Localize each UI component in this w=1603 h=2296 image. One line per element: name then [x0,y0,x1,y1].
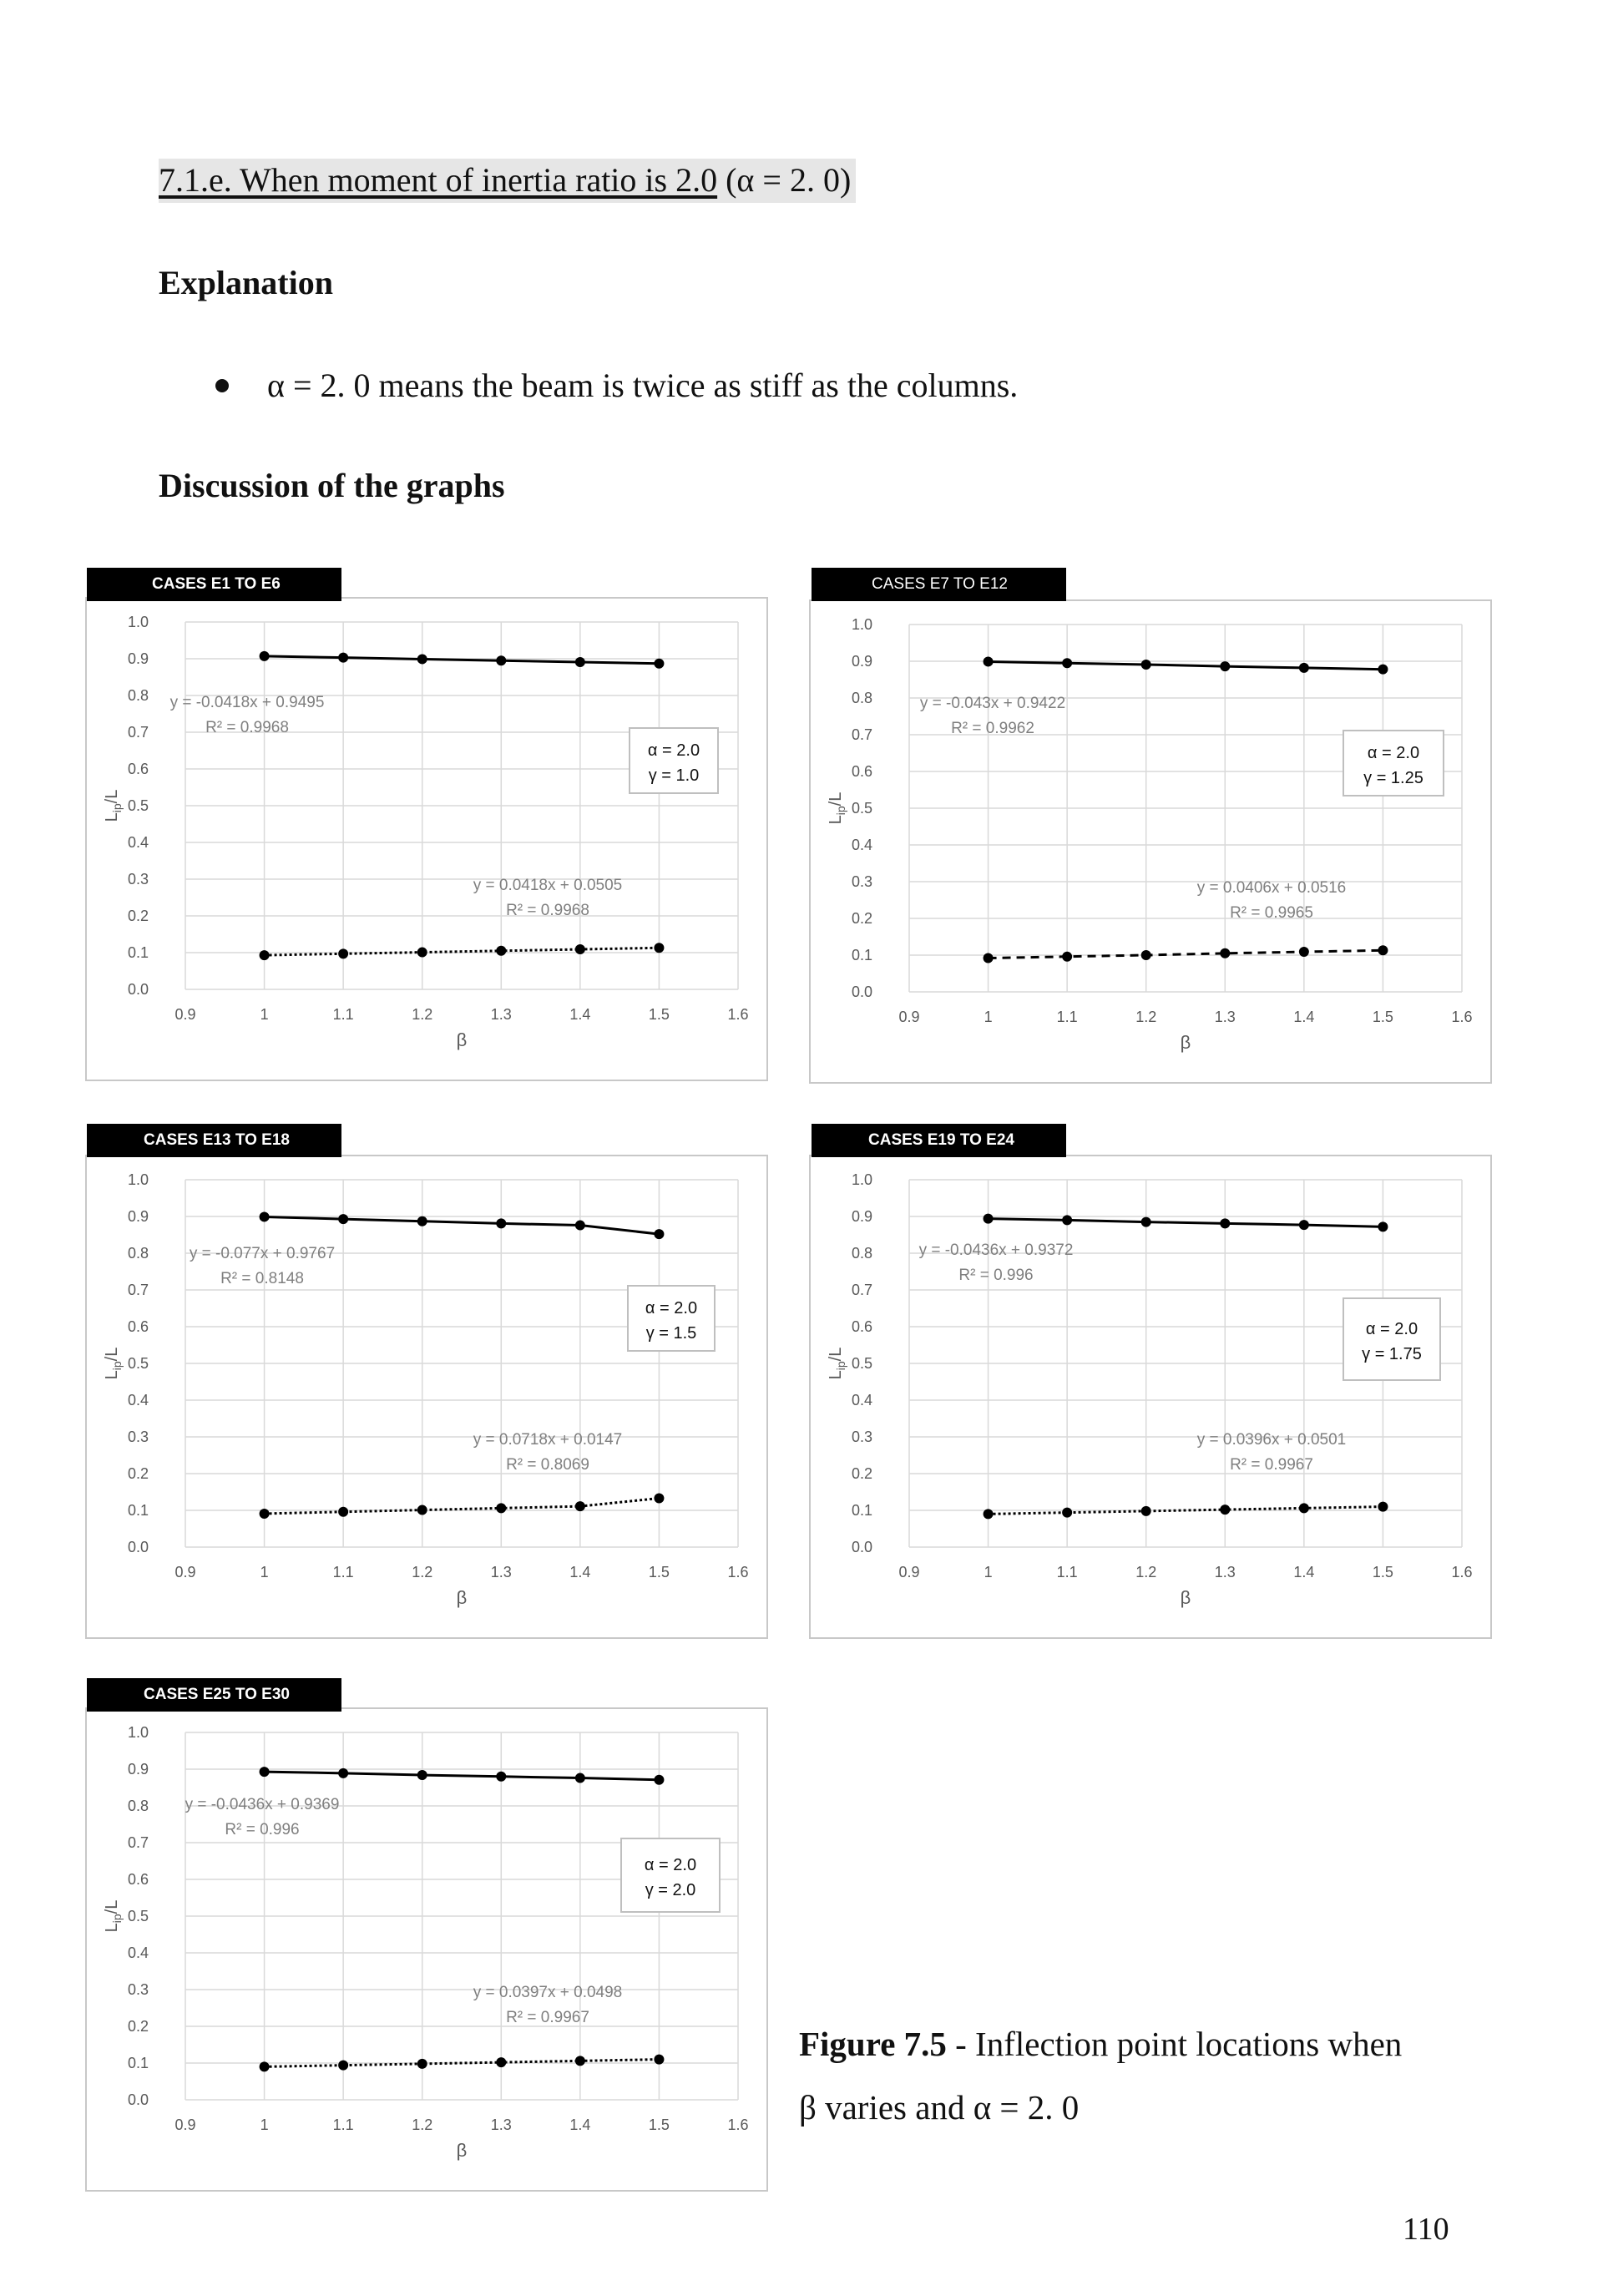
y-tick-label: 0.9 [127,1761,149,1778]
bullet-item [215,366,1018,405]
series-1-point [1378,1221,1388,1231]
parameter-label: γ = 1.0 [648,766,700,785]
x-tick-label: 1.2 [412,1564,433,1580]
y-tick-label: 0.1 [851,1502,872,1519]
series-1-r-squared: R² = 0.996 [225,1821,300,1838]
x-tick-label: 0.9 [174,2116,196,2133]
x-tick-label: 1.2 [1135,1009,1157,1025]
y-tick-label: 0.7 [127,724,149,741]
y-tick-label: 0.5 [127,1355,149,1372]
series-1-point [417,1216,427,1226]
series-1-point [575,1773,585,1783]
y-tick-label: 0.0 [127,1539,149,1555]
figure-label: Figure 7.5 [799,2025,947,2063]
series-1-point [654,1775,664,1785]
chart-e19-e24 [811,1156,1494,1641]
series-1-point [496,1218,506,1228]
y-tick-label: 0.7 [851,726,872,743]
y-tick-label: 0.3 [851,1429,872,1445]
series-2-point [496,946,506,956]
y-tick-label: 1.0 [851,616,872,633]
x-axis-title: β [1180,1587,1191,1608]
y-tick-label: 0.1 [127,1502,149,1519]
y-tick-label: 0.9 [851,1208,872,1225]
page-number: 110 [1403,2212,1449,2247]
discussion-heading: Discussion of the graphs [159,467,505,504]
series-1-trendline [989,661,1383,669]
y-tick-label: 0.5 [127,797,149,814]
parameter-label: α = 2.0 [644,1856,697,1874]
x-tick-label: 1.2 [1135,1564,1157,1580]
series-1-point [984,656,994,666]
x-tick-label: 1.5 [1372,1564,1393,1580]
x-tick-label: 1.1 [332,1564,354,1580]
series-1-point [1220,1218,1230,1228]
x-tick-label: 1.1 [1056,1009,1078,1025]
parameter-label: γ = 1.5 [645,1324,697,1343]
section-heading [159,159,856,203]
y-tick-label: 0.4 [851,837,872,853]
series-2-r-squared: R² = 0.9968 [506,902,589,919]
y-tick-label: 0.1 [127,2055,149,2071]
series-2-point [260,950,270,960]
x-tick-label: 0.9 [898,1009,920,1025]
series-2-point [260,1509,270,1519]
y-tick-label: 0.3 [127,1429,149,1445]
x-tick-label: 1.6 [727,1006,749,1023]
chart-tag-e7-e12: CASES E7 TO E12 [812,568,1066,601]
series-1-point [338,1214,348,1224]
parameter-box [1343,1298,1440,1380]
x-tick-label: 1.1 [332,1006,354,1023]
series-1-point [654,659,664,669]
series-2-point [260,2061,270,2071]
series-1-point [654,1229,664,1239]
section-heading-alpha: (α = 2. 0) [717,161,852,199]
x-axis-title: β [456,1587,468,1608]
y-tick-label: 0.2 [127,1465,149,1482]
x-tick-label: 0.9 [898,1564,920,1580]
y-axis-title: $L_{ip}/L$ [103,1899,124,1933]
series-1-point [338,653,348,663]
series-1-point [1141,1217,1151,1227]
x-tick-label: 1.3 [1214,1009,1236,1025]
parameter-label: α = 2.0 [1365,1320,1418,1338]
y-tick-label: 0.6 [851,1318,872,1335]
x-tick-label: 1.6 [727,1564,749,1580]
y-tick-label: 0.4 [127,834,149,851]
x-tick-label: 0.9 [174,1564,196,1580]
y-tick-label: 0.6 [127,1871,149,1888]
y-tick-label: 0.6 [851,763,872,780]
y-tick-label: 0.8 [127,1798,149,1814]
x-tick-label: 1.6 [1451,1564,1473,1580]
series-1-point [260,651,270,661]
x-tick-label: 1.3 [1214,1564,1236,1580]
x-axis-title: β [1180,1032,1191,1053]
series-2-point [1299,1503,1309,1513]
series-2-point [1378,945,1388,955]
chart-tag-e25-e30: CASES E25 TO E30 [87,1678,341,1712]
y-tick-label: 1.0 [127,614,149,630]
series-1-point [338,1768,348,1778]
series-1-r-squared: R² = 0.9962 [951,720,1034,737]
series-2-point [417,2059,427,2069]
series-2-point [575,1501,585,1511]
series-2-r-squared: R² = 0.8069 [506,1456,589,1474]
series-2-point [1062,1508,1072,1518]
x-tick-label: 1.3 [490,1564,512,1580]
series-2-point [338,2061,348,2071]
y-tick-label: 0.3 [851,873,872,890]
series-1-point [496,1772,506,1782]
x-tick-label: 1.5 [648,1564,670,1580]
series-1-r-squared: R² = 0.996 [958,1267,1034,1284]
y-tick-label: 0.8 [851,1245,872,1262]
series-2-point [654,1493,664,1503]
x-tick-label: 0.9 [174,1006,196,1023]
series-1-point [984,1214,994,1224]
y-tick-label: 0.5 [851,1355,872,1372]
x-tick-label: 1 [260,1564,269,1580]
series-2-point [496,2057,506,2067]
series-1-equation: y = -0.0418x + 0.9495 [169,694,325,711]
series-1-equation: y = -0.0436x + 0.9372 [918,1242,1074,1259]
x-tick-label: 1.3 [490,2116,512,2133]
figure-caption-line1: - Inflection point locations when [946,2025,1403,2063]
series-1-point [1378,665,1388,675]
series-1-point [1299,1220,1309,1230]
chart-tag-e13-e18: CASES E13 TO E18 [87,1124,341,1157]
parameter-label: γ = 1.75 [1362,1345,1422,1363]
x-tick-label: 1.4 [569,2116,591,2133]
series-1-equation: y = -0.077x + 0.9767 [189,1245,336,1262]
parameter-label: α = 2.0 [647,741,700,760]
y-axis-title: $L_{ip}/L$ [827,1347,847,1380]
x-tick-label: 1.1 [1056,1564,1078,1580]
y-tick-label: 0.6 [127,1318,149,1335]
series-1-point [1062,658,1072,668]
figure-caption-line2: β varies and α = 2. 0 [799,2088,1080,2127]
y-tick-label: 0.4 [127,1945,149,1961]
series-2-point [1299,947,1309,957]
bullet-dot-icon [215,379,229,392]
chart-tag-e19-e24: CASES E19 TO E24 [812,1124,1066,1157]
y-tick-label: 0.5 [851,800,872,817]
y-tick-label: 1.0 [127,1171,149,1188]
y-tick-label: 0.8 [127,687,149,704]
series-2-equation: y = 0.0718x + 0.0147 [473,1431,623,1449]
y-axis-title: $L_{ip}/L$ [103,1347,124,1380]
series-2-point [654,2055,664,2065]
series-1-trendline [265,1216,660,1234]
x-tick-label: 1.6 [1451,1009,1473,1025]
parameter-box [621,1838,720,1912]
y-tick-label: 0.2 [851,1465,872,1482]
series-2-r-squared: R² = 0.9965 [1230,904,1313,922]
series-2-trendline [989,950,1383,958]
x-tick-label: 1.5 [648,1006,670,1023]
y-tick-label: 0.5 [127,1908,149,1924]
series-2-equation: y = 0.0396x + 0.0501 [1196,1431,1347,1449]
series-2-point [575,944,585,954]
series-2-point [654,943,664,953]
series-2-r-squared: R² = 0.9967 [1230,1456,1313,1474]
x-axis-title: β [456,1029,468,1050]
series-2-point [1141,1506,1151,1516]
y-tick-label: 0.7 [127,1282,149,1298]
series-1-point [1062,1215,1072,1225]
x-tick-label: 1.4 [569,1564,591,1580]
x-tick-label: 1 [260,2116,269,2133]
series-2-point [417,948,427,958]
series-2-trendline [265,1498,660,1513]
x-tick-label: 1.2 [412,2116,433,2133]
series-1-point [1141,660,1151,670]
parameter-label: γ = 1.25 [1363,769,1423,787]
series-2-point [984,953,994,963]
y-tick-label: 0.0 [851,984,872,1000]
y-tick-label: 0.2 [127,908,149,924]
series-2-point [496,1503,506,1513]
series-2-trendline [265,948,660,955]
series-1-point [575,1221,585,1231]
series-2-point [1062,952,1072,962]
series-2-point [984,1509,994,1519]
x-tick-label: 1 [984,1009,993,1025]
chart-e7-e12 [811,601,1494,1085]
y-tick-label: 0.3 [127,1981,149,1998]
bullet-text: α = 2. 0 means the beam is twice as stiff as the columns. [267,367,1019,404]
x-tick-label: 1.4 [569,1006,591,1023]
series-1-trendline [265,656,660,664]
series-2-equation: y = 0.0397x + 0.0498 [473,1984,623,2001]
x-tick-label: 1.1 [332,2116,354,2133]
y-tick-label: 0.1 [127,944,149,961]
series-1-r-squared: R² = 0.8148 [220,1270,304,1287]
x-tick-label: 1 [260,1006,269,1023]
parameter-label: α = 2.0 [645,1299,698,1317]
chart-box-e1-e6 [85,597,768,1081]
y-tick-label: 0.8 [851,690,872,706]
y-tick-label: 0.0 [127,2091,149,2108]
series-2-point [417,1505,427,1515]
series-1-equation: y = -0.043x + 0.9422 [919,695,1066,712]
series-1-point [575,657,585,667]
y-tick-label: 1.0 [127,1724,149,1741]
series-1-point [417,654,427,664]
y-tick-label: 0.7 [127,1834,149,1851]
parameter-label: α = 2.0 [1367,744,1420,762]
y-tick-label: 0.9 [851,653,872,670]
series-2-point [338,948,348,958]
series-1-r-squared: R² = 0.9968 [205,719,289,736]
x-tick-label: 1.4 [1293,1564,1315,1580]
y-tick-label: 0.9 [127,1208,149,1225]
series-2-point [338,1507,348,1517]
y-axis-title: $L_{ip}/L$ [827,791,847,825]
y-tick-label: 0.1 [851,947,872,963]
series-1-point [1220,661,1230,671]
chart-box-e7-e12 [809,599,1492,1084]
x-tick-label: 1.5 [1372,1009,1393,1025]
parameter-label: γ = 2.0 [645,1881,696,1899]
y-tick-label: 0.9 [127,650,149,667]
series-2-point [1378,1502,1388,1512]
explanation-heading: Explanation [159,264,333,301]
series-2-point [1141,950,1151,960]
y-tick-label: 0.8 [127,1245,149,1262]
series-1-point [417,1770,427,1780]
x-tick-label: 1.3 [490,1006,512,1023]
y-tick-label: 0.3 [127,871,149,888]
x-tick-label: 1.2 [412,1006,433,1023]
chart-box-e13-e18 [85,1155,768,1639]
chart-e13-e18 [87,1156,770,1641]
chart-tag-e1-e6: CASES E1 TO E6 [87,568,341,601]
section-heading-title: 7.1.e. When moment of inertia ratio is 2.0 [159,161,718,199]
y-axis-title: $L_{ip}/L$ [103,789,124,822]
series-2-equation: y = 0.0406x + 0.0516 [1196,879,1347,897]
y-tick-label: 0.7 [851,1282,872,1298]
chart-box-e25-e30 [85,1707,768,2192]
series-1-point [260,1767,270,1777]
series-1-trendline [265,1772,660,1780]
series-1-equation: y = -0.0436x + 0.9369 [185,1796,340,1813]
figure-caption [799,2012,1467,2139]
series-1-point [260,1211,270,1221]
series-1-trendline [989,1219,1383,1227]
y-tick-label: 0.0 [127,981,149,998]
y-tick-label: 0.4 [127,1392,149,1408]
y-tick-label: 0.0 [851,1539,872,1555]
y-tick-label: 0.2 [127,2018,149,2035]
series-2-point [575,2056,585,2066]
x-tick-label: 1 [984,1564,993,1580]
series-1-point [1299,663,1309,673]
y-tick-label: 1.0 [851,1171,872,1188]
x-tick-label: 1.4 [1293,1009,1315,1025]
series-2-r-squared: R² = 0.9967 [506,2009,589,2026]
y-tick-label: 0.2 [851,910,872,927]
y-tick-label: 0.6 [127,761,149,777]
chart-box-e19-e24 [809,1155,1492,1639]
chart-e25-e30 [87,1709,770,2193]
chart-e1-e6 [87,599,770,1083]
series-1-point [496,655,506,665]
x-tick-label: 1.6 [727,2116,749,2133]
series-2-point [1220,948,1230,958]
series-2-point [1220,1505,1230,1515]
series-2-equation: y = 0.0418x + 0.0505 [473,877,623,894]
x-axis-title: β [456,2140,468,2161]
y-tick-label: 0.4 [851,1392,872,1408]
x-tick-label: 1.5 [648,2116,670,2133]
